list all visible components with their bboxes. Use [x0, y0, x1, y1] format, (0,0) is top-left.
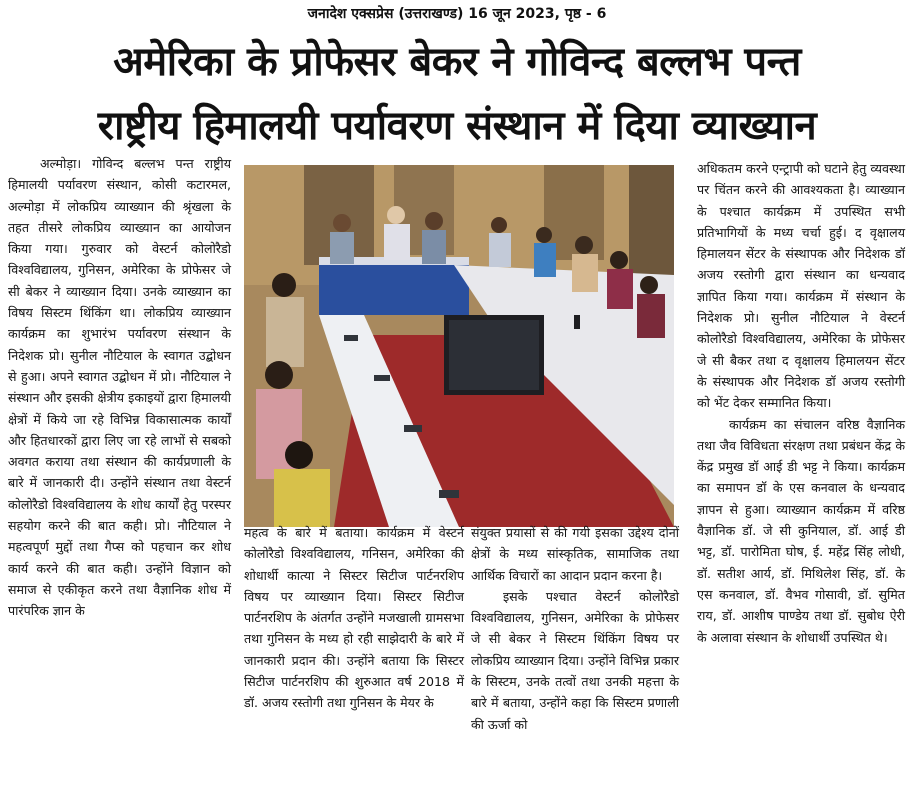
article-column-4 — [697, 158, 905, 648]
article-column-3 — [471, 522, 679, 735]
event-photo — [244, 165, 674, 527]
article-column-1 — [8, 153, 231, 622]
column-2-paragraph-1: महत्व के बारे में बताया। कार्यक्रम में वेस्टर्न कोलोरैडो विश्वविद्यालय, गनिसन, अमेरिका की शोधार्थी कात्या ने सिस्टर सिटीज पार्टनरशिप विषय पर व्याख्यान दिया। सिस्टर सिटीज पार्टनरशिप के अंतर्गत उन्होंने मजखाली ग्रामसभा तथा गुनिसन के मध्य हो रही साझेदारी के बारे में जानकारी प्रदान की। उन्होंने बताया कि सिस्टर सिटीज पार्टनरशिप की शुरुआत वर्ष 2018 में डॉ. अजय रस्तोगी तथा गुनिसन के मेयर के — [244, 525, 464, 711]
column-1-paragraph-1: अल्मोड़ा। गोविन्द बल्लभ पन्त राष्ट्रीय हिमालयी पर्यावरण संस्थान, कोसी कटारमल, अल्मोड़ा में लोकप्रिय व्याख्यान की श्रृंखला के तहत तीसरे लोकप्रिय व्याख्यान का आयोजन किया गया। गुरुवार को वेस्टर्न कोलोरैडो विश्वविद्यालय, गुनिसन, अमेरिका के प्रोफेसर जे सी बेकर ने व्याख्यान दिया। उनके व्याख्यान का विषय सिस्टम थिंकिंग था। लोकप्रिय व्याख्यान कार्यक्रम का शुभारंभ पर्यावरण संस्थान के निदेशक प्रो। सुनील नौटियाल के स्वागत उद्बोधन से हुआ। अपने स्वागत उद्बोधन में प्रो। नौटियाल ने संस्थान और इसकी क्षेत्रीय इकाइयों द्वारा हिमालयी क्षेत्रों में किये जा रहे विभिन्न विकासात्मक कार्यों और हितधारकों द्वारा लिए जा रहे लाभों से सबको अवगत कराया तथा संस्थान की कार्यप्रणाली के बारे में जानकारी दी। उन्होंने संस्थान तथा वेस्टर्न कोलोरैडो विश्वविद्यालय के शोध कार्यों हेतु परस्पर सहयोग करने की बात कही। प्रो। नौटियाल ने महत्वपूर्ण मुद्दों तथा गैप्स को पहचान कर शोध कार्य करने की बात कही। उन्होंने विज्ञान को समाज से एकीकृत करने तथा वैज्ञानिक शोध में पारंपरिक ज्ञान के — [8, 156, 231, 619]
column-4-paragraph-2: कार्यक्रम का संचालन वरिष्ठ वैज्ञानिक तथा जैव विविधता संरक्षण तथा प्रबंधन केंद्र के केंद्र प्रमुख डॉ आई डी भट्ट ने किया। कार्यक्रम का समापन डॉ के एस कनवाल के धन्यवाद ज्ञापन से हुआ। व्याख्यान कार्यक्रम में वरिष्ठ वैज्ञानिक डॉ. जे सी कुनियाल, डॉ. आई डी भट्ट, डॉ. पारोमिता घोष, ई. महेंद्र सिंह लोधी, डॉ. सतीश आर्य, डॉ. मिथिलेश सिंह, डॉ. के एस कनवाल, डॉ. वैभव गोसावी, डॉ. सुमित राय, डॉ. आशीष पाण्डेय तथा डॉ. सुबोध ऐरी के अलावा संस्थान के शोधार्थी उपस्थित थे। — [697, 416, 905, 645]
newspaper-masthead: जनादेश एक्सप्रेस (उत्तराखण्ड) 16 जून 2023, पृष्ठ - 6 — [307, 6, 607, 22]
article-column-2 — [244, 522, 464, 714]
column-3-paragraph-1: संयुक्त प्रयासों से की गयी इसका उद्देश्य दोनों क्षेत्रों के मध्य सांस्कृतिक, सामाजिक तथा आर्थिक विचारों का आदान प्रदान करना है। — [471, 525, 679, 583]
headline-line-2: राष्ट्रीय हिमालयी पर्यावरण संस्थान में दिया व्याख्यान — [97, 103, 817, 149]
headline-line-1: अमेरिका के प्रोफेसर बेकर ने गोविन्द बल्लभ पन्त — [113, 39, 801, 85]
column-4-paragraph-1: अधिकतम करने एन्ट्रापी को घटाने हेतु व्यवस्था पर चिंतन करने की आवश्यकता है। व्याख्यान के पश्चात कार्यक्रम में उपस्थित सभी प्रतिभागियों के मध्य चर्चा हुई। द वृक्षालय हिमालयन सेंटर के संस्थापक और निदेशक डॉ अजय रस्तोगी द्वारा संस्थान का धन्यवाद ज्ञापित किया गया। कार्यक्रम में संस्थान के निदेशक प्रो। सुनील नौटियाल ने वेस्टर्न कोलोरैडो विश्वविद्यालय, अमेरिका के प्रोफेसर जे सी बैकर तथा द वृक्षालय हिमालयन सेंटर के संस्थापक और निदेशक डॉ अजय रस्तोगी को भेंट देकर सम्मानित किया। — [697, 161, 905, 411]
column-3-paragraph-2: इसके पश्चात वेस्टर्न कोलोरैडो विश्वविद्यालय, गुनिसन, अमेरिका के प्रोफेसर जे सी बेकर ने सिस्टम थिंकिंग विषय पर लोकप्रिय व्याख्यान दिया। उन्होंने विभिन्न प्रकार के सिस्टम, उनके तत्वों तथा उनकी महत्ता के बारे में बताया, उन्होंने कहा कि सिस्टम प्रणाली की ऊर्जा को — [471, 588, 679, 732]
